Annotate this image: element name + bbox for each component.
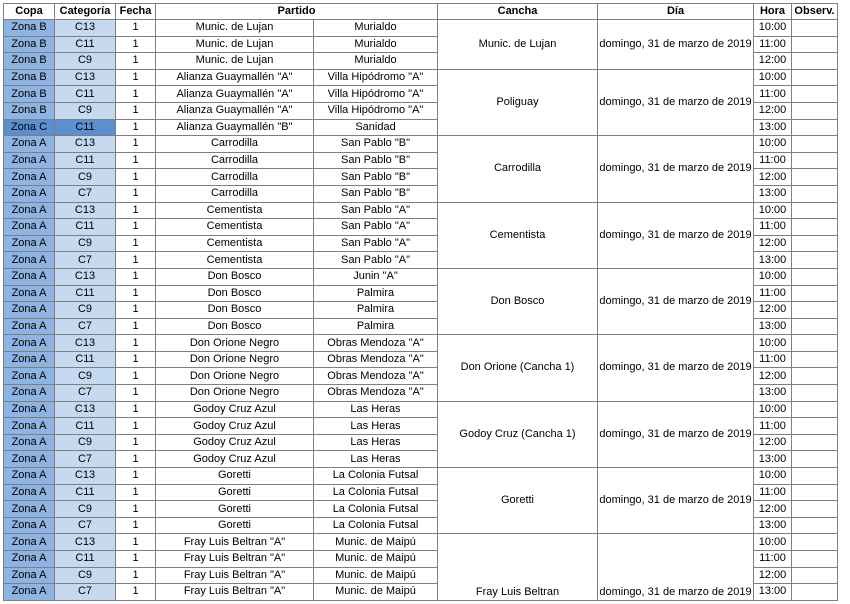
- observ-cell[interactable]: [792, 302, 838, 319]
- cancha-cell[interactable]: Carrodilla: [438, 136, 598, 202]
- categoria-cell[interactable]: C7: [55, 185, 116, 202]
- observ-cell[interactable]: [792, 385, 838, 402]
- fecha-cell[interactable]: 1: [116, 534, 156, 551]
- table-row: [4, 335, 838, 352]
- visitor-team-cell[interactable]: San Pablo "A": [314, 202, 438, 219]
- table-row: [4, 401, 838, 418]
- local-team-cell[interactable]: Cementista: [156, 202, 314, 219]
- categoria-cell[interactable]: C9: [55, 169, 116, 186]
- hora-cell[interactable]: 12:00: [754, 368, 792, 385]
- fecha-cell[interactable]: 1: [116, 351, 156, 368]
- visitor-team-cell[interactable]: Murialdo: [314, 20, 438, 37]
- categoria-cell[interactable]: C11: [55, 418, 116, 435]
- observ-cell[interactable]: [792, 351, 838, 368]
- copa-cell[interactable]: Zona B: [4, 36, 55, 53]
- observ-cell[interactable]: [792, 185, 838, 202]
- fecha-cell[interactable]: 1: [116, 418, 156, 435]
- hora-cell[interactable]: 13:00: [754, 584, 792, 601]
- visitor-team-cell[interactable]: Murialdo: [314, 36, 438, 53]
- header-categoria[interactable]: Categoría: [55, 4, 116, 20]
- observ-cell[interactable]: [792, 252, 838, 269]
- observ-cell[interactable]: [792, 401, 838, 418]
- copa-cell[interactable]: Zona B: [4, 53, 55, 70]
- fecha-cell[interactable]: 1: [116, 20, 156, 37]
- visitor-team-cell[interactable]: Las Heras: [314, 451, 438, 468]
- hora-cell[interactable]: 10:00: [754, 534, 792, 551]
- categoria-cell[interactable]: C9: [55, 53, 116, 70]
- copa-cell[interactable]: Zona A: [4, 268, 55, 285]
- fecha-cell[interactable]: 1: [116, 285, 156, 302]
- fecha-cell[interactable]: 1: [116, 152, 156, 169]
- copa-cell[interactable]: Zona A: [4, 335, 55, 352]
- fecha-cell[interactable]: 1: [116, 53, 156, 70]
- header-cancha[interactable]: Cancha: [438, 4, 598, 20]
- hora-cell[interactable]: 11:00: [754, 418, 792, 435]
- dia-cell[interactable]: domingo, 31 de marzo de 2019: [598, 335, 754, 401]
- categoria-cell[interactable]: C11: [55, 152, 116, 169]
- visitor-team-cell[interactable]: San Pablo "A": [314, 235, 438, 252]
- visitor-team-cell[interactable]: Las Heras: [314, 401, 438, 418]
- categoria-cell[interactable]: C11: [55, 36, 116, 53]
- copa-cell[interactable]: Zona A: [4, 235, 55, 252]
- categoria-cell[interactable]: C7: [55, 451, 116, 468]
- fecha-cell[interactable]: 1: [116, 517, 156, 534]
- dia-cell[interactable]: domingo, 31 de marzo de 2019: [598, 401, 754, 467]
- visitor-team-cell[interactable]: San Pablo "B": [314, 136, 438, 153]
- local-team-cell[interactable]: Cementista: [156, 235, 314, 252]
- hora-cell[interactable]: 12:00: [754, 302, 792, 319]
- fecha-cell[interactable]: 1: [116, 451, 156, 468]
- header-row: [4, 4, 838, 20]
- local-team-cell[interactable]: Godoy Cruz Azul: [156, 451, 314, 468]
- copa-cell[interactable]: Zona A: [4, 534, 55, 551]
- header-copa[interactable]: Copa: [4, 4, 55, 20]
- copa-cell[interactable]: Zona A: [4, 434, 55, 451]
- header-observ[interactable]: Observ.: [792, 4, 838, 20]
- local-team-cell[interactable]: Goretti: [156, 468, 314, 485]
- observ-cell[interactable]: [792, 551, 838, 568]
- visitor-team-cell[interactable]: Palmira: [314, 318, 438, 335]
- visitor-team-cell[interactable]: Obras Mendoza "A": [314, 351, 438, 368]
- table-row: [4, 136, 838, 153]
- copa-cell[interactable]: Zona A: [4, 567, 55, 584]
- observ-cell[interactable]: [792, 136, 838, 153]
- copa-cell[interactable]: Zona A: [4, 285, 55, 302]
- hora-cell[interactable]: 10:00: [754, 69, 792, 86]
- table-row: [4, 202, 838, 219]
- visitor-team-cell[interactable]: Villa Hipódromo "A": [314, 69, 438, 86]
- observ-cell[interactable]: [792, 584, 838, 601]
- observ-cell[interactable]: [792, 517, 838, 534]
- visitor-team-cell[interactable]: San Pablo "A": [314, 252, 438, 269]
- fecha-cell[interactable]: 1: [116, 551, 156, 568]
- fecha-cell[interactable]: 1: [116, 318, 156, 335]
- observ-cell[interactable]: [792, 152, 838, 169]
- copa-cell[interactable]: Zona A: [4, 401, 55, 418]
- local-team-cell[interactable]: Don Orione Negro: [156, 351, 314, 368]
- local-team-cell[interactable]: Don Orione Negro: [156, 335, 314, 352]
- categoria-cell[interactable]: C7: [55, 318, 116, 335]
- visitor-team-cell[interactable]: San Pablo "B": [314, 185, 438, 202]
- observ-cell[interactable]: [792, 335, 838, 352]
- local-team-cell[interactable]: Alianza Guaymallén "A": [156, 69, 314, 86]
- cancha-cell[interactable]: Munic. de Lujan: [438, 20, 598, 70]
- observ-cell[interactable]: [792, 534, 838, 551]
- observ-cell[interactable]: [792, 86, 838, 103]
- copa-cell[interactable]: Zona A: [4, 468, 55, 485]
- observ-cell[interactable]: [792, 119, 838, 136]
- categoria-cell[interactable]: C9: [55, 567, 116, 584]
- copa-cell[interactable]: Zona A: [4, 252, 55, 269]
- copa-cell[interactable]: Zona A: [4, 185, 55, 202]
- categoria-cell[interactable]: C11: [55, 351, 116, 368]
- copa-cell[interactable]: Zona A: [4, 202, 55, 219]
- dia-cell[interactable]: domingo, 31 de marzo de 2019: [598, 202, 754, 268]
- hora-cell[interactable]: 12:00: [754, 102, 792, 119]
- fecha-cell[interactable]: 1: [116, 169, 156, 186]
- visitor-team-cell[interactable]: Junin "A": [314, 268, 438, 285]
- header-partido[interactable]: Partido: [156, 4, 438, 20]
- local-team-cell[interactable]: Alianza Guaymallén "A": [156, 102, 314, 119]
- local-team-cell[interactable]: Godoy Cruz Azul: [156, 418, 314, 435]
- copa-cell[interactable]: Zona A: [4, 418, 55, 435]
- copa-cell[interactable]: Zona A: [4, 584, 55, 601]
- fecha-cell[interactable]: 1: [116, 36, 156, 53]
- copa-cell[interactable]: Zona A: [4, 484, 55, 501]
- table-row: [4, 468, 838, 485]
- visitor-team-cell[interactable]: Palmira: [314, 285, 438, 302]
- observ-cell[interactable]: [792, 501, 838, 518]
- visitor-team-cell[interactable]: La Colonia Futsal: [314, 517, 438, 534]
- hora-cell[interactable]: 10:00: [754, 468, 792, 485]
- observ-cell[interactable]: [792, 268, 838, 285]
- categoria-cell[interactable]: C9: [55, 302, 116, 319]
- local-team-cell[interactable]: Godoy Cruz Azul: [156, 434, 314, 451]
- hora-cell[interactable]: 12:00: [754, 235, 792, 252]
- local-team-cell[interactable]: Don Orione Negro: [156, 385, 314, 402]
- observ-cell[interactable]: [792, 318, 838, 335]
- local-team-cell[interactable]: Cementista: [156, 252, 314, 269]
- fixture-table: [3, 3, 838, 601]
- fecha-cell[interactable]: 1: [116, 202, 156, 219]
- hora-cell[interactable]: 13:00: [754, 252, 792, 269]
- local-team-cell[interactable]: Cementista: [156, 219, 314, 236]
- local-team-cell[interactable]: Carrodilla: [156, 169, 314, 186]
- dia-cell[interactable]: domingo, 31 de marzo de 2019: [598, 69, 754, 135]
- fecha-cell[interactable]: 1: [116, 252, 156, 269]
- fecha-cell[interactable]: 1: [116, 219, 156, 236]
- visitor-team-cell[interactable]: Munic. de Maipú: [314, 567, 438, 584]
- categoria-cell[interactable]: C13: [55, 268, 116, 285]
- header-fecha[interactable]: Fecha: [116, 4, 156, 20]
- observ-cell[interactable]: [792, 434, 838, 451]
- categoria-cell[interactable]: C9: [55, 434, 116, 451]
- hora-cell[interactable]: 11:00: [754, 152, 792, 169]
- copa-cell[interactable]: Zona A: [4, 385, 55, 402]
- cancha-cell[interactable]: Fray Luis Beltran: [438, 534, 598, 600]
- categoria-cell[interactable]: C13: [55, 20, 116, 37]
- categoria-cell[interactable]: C11: [55, 551, 116, 568]
- observ-cell[interactable]: [792, 567, 838, 584]
- visitor-team-cell[interactable]: Obras Mendoza "A": [314, 368, 438, 385]
- local-team-cell[interactable]: Munic. de Lujan: [156, 36, 314, 53]
- observ-cell[interactable]: [792, 36, 838, 53]
- cancha-cell[interactable]: Cementista: [438, 202, 598, 268]
- observ-cell[interactable]: [792, 368, 838, 385]
- cancha-cell[interactable]: Don Orione (Cancha 1): [438, 335, 598, 401]
- fecha-cell[interactable]: 1: [116, 368, 156, 385]
- categoria-cell[interactable]: C7: [55, 252, 116, 269]
- observ-cell[interactable]: [792, 484, 838, 501]
- fecha-cell[interactable]: 1: [116, 434, 156, 451]
- visitor-team-cell[interactable]: Munic. de Maipú: [314, 551, 438, 568]
- observ-cell[interactable]: [792, 102, 838, 119]
- copa-cell[interactable]: Zona A: [4, 501, 55, 518]
- categoria-cell[interactable]: C11: [55, 219, 116, 236]
- fecha-cell[interactable]: 1: [116, 501, 156, 518]
- hora-cell[interactable]: 12:00: [754, 434, 792, 451]
- hora-cell[interactable]: 11:00: [754, 551, 792, 568]
- local-team-cell[interactable]: Goretti: [156, 501, 314, 518]
- fecha-cell[interactable]: 1: [116, 86, 156, 103]
- fecha-cell[interactable]: 1: [116, 185, 156, 202]
- hora-cell[interactable]: 13:00: [754, 119, 792, 136]
- local-team-cell[interactable]: Fray Luis Beltran "A": [156, 534, 314, 551]
- observ-cell[interactable]: [792, 468, 838, 485]
- local-team-cell[interactable]: Fray Luis Beltran "A": [156, 551, 314, 568]
- copa-cell[interactable]: Zona A: [4, 451, 55, 468]
- hora-cell[interactable]: 11:00: [754, 285, 792, 302]
- hora-cell[interactable]: 13:00: [754, 318, 792, 335]
- hora-cell[interactable]: 11:00: [754, 484, 792, 501]
- local-team-cell[interactable]: Don Bosco: [156, 302, 314, 319]
- visitor-team-cell[interactable]: La Colonia Futsal: [314, 484, 438, 501]
- observ-cell[interactable]: [792, 169, 838, 186]
- fecha-cell[interactable]: 1: [116, 119, 156, 136]
- hora-cell[interactable]: 13:00: [754, 517, 792, 534]
- copa-cell[interactable]: Zona B: [4, 69, 55, 86]
- table-row: [4, 20, 838, 37]
- hora-cell[interactable]: 11:00: [754, 86, 792, 103]
- local-team-cell[interactable]: Alianza Guaymallén "B": [156, 119, 314, 136]
- categoria-cell[interactable]: C7: [55, 584, 116, 601]
- local-team-cell[interactable]: Don Orione Negro: [156, 368, 314, 385]
- visitor-team-cell[interactable]: Las Heras: [314, 418, 438, 435]
- table-row: [4, 534, 838, 551]
- local-team-cell[interactable]: Godoy Cruz Azul: [156, 401, 314, 418]
- visitor-team-cell[interactable]: Obras Mendoza "A": [314, 385, 438, 402]
- categoria-cell[interactable]: C9: [55, 235, 116, 252]
- local-team-cell[interactable]: Munic. de Lujan: [156, 53, 314, 70]
- cancha-cell[interactable]: Godoy Cruz (Cancha 1): [438, 401, 598, 467]
- header-dia[interactable]: Día: [598, 4, 754, 20]
- hora-cell[interactable]: 13:00: [754, 185, 792, 202]
- categoria-cell[interactable]: C13: [55, 401, 116, 418]
- copa-cell[interactable]: Zona A: [4, 351, 55, 368]
- categoria-cell[interactable]: C11: [55, 86, 116, 103]
- local-team-cell[interactable]: Carrodilla: [156, 152, 314, 169]
- visitor-team-cell[interactable]: Murialdo: [314, 53, 438, 70]
- observ-cell[interactable]: [792, 418, 838, 435]
- visitor-team-cell[interactable]: San Pablo "B": [314, 169, 438, 186]
- hora-cell[interactable]: 11:00: [754, 219, 792, 236]
- local-team-cell[interactable]: Fray Luis Beltran "A": [156, 584, 314, 601]
- local-team-cell[interactable]: Don Bosco: [156, 318, 314, 335]
- observ-cell[interactable]: [792, 69, 838, 86]
- copa-cell[interactable]: Zona C: [4, 119, 55, 136]
- hora-cell[interactable]: 12:00: [754, 501, 792, 518]
- fecha-cell[interactable]: 1: [116, 401, 156, 418]
- copa-cell[interactable]: Zona A: [4, 368, 55, 385]
- categoria-cell[interactable]: C9: [55, 501, 116, 518]
- hora-cell[interactable]: 10:00: [754, 401, 792, 418]
- copa-cell[interactable]: Zona A: [4, 318, 55, 335]
- hora-cell[interactable]: 11:00: [754, 351, 792, 368]
- visitor-team-cell[interactable]: Sanidad: [314, 119, 438, 136]
- fecha-cell[interactable]: 1: [116, 102, 156, 119]
- observ-cell[interactable]: [792, 235, 838, 252]
- dia-cell[interactable]: domingo, 31 de marzo de 2019: [598, 534, 754, 600]
- local-team-cell[interactable]: Carrodilla: [156, 136, 314, 153]
- hora-cell[interactable]: 10:00: [754, 335, 792, 352]
- fecha-cell[interactable]: 1: [116, 567, 156, 584]
- table-row: [4, 69, 838, 86]
- local-team-cell[interactable]: Don Bosco: [156, 268, 314, 285]
- fixture-body: [4, 20, 838, 601]
- visitor-team-cell[interactable]: Munic. de Maipú: [314, 584, 438, 601]
- categoria-cell[interactable]: C9: [55, 102, 116, 119]
- dia-cell[interactable]: domingo, 31 de marzo de 2019: [598, 268, 754, 334]
- categoria-cell[interactable]: C11: [55, 119, 116, 136]
- dia-cell[interactable]: domingo, 31 de marzo de 2019: [598, 20, 754, 70]
- observ-cell[interactable]: [792, 285, 838, 302]
- copa-cell[interactable]: Zona B: [4, 86, 55, 103]
- observ-cell[interactable]: [792, 219, 838, 236]
- header-hora[interactable]: Hora: [754, 4, 792, 20]
- visitor-team-cell[interactable]: La Colonia Futsal: [314, 468, 438, 485]
- visitor-team-cell[interactable]: Las Heras: [314, 434, 438, 451]
- fecha-cell[interactable]: 1: [116, 584, 156, 601]
- hora-cell[interactable]: 12:00: [754, 53, 792, 70]
- categoria-cell[interactable]: C7: [55, 385, 116, 402]
- categoria-cell[interactable]: C13: [55, 136, 116, 153]
- observ-cell[interactable]: [792, 202, 838, 219]
- table-row: [4, 268, 838, 285]
- copa-cell[interactable]: Zona A: [4, 302, 55, 319]
- cancha-cell[interactable]: Goretti: [438, 468, 598, 534]
- cancha-cell[interactable]: Poliguay: [438, 69, 598, 135]
- fecha-cell[interactable]: 1: [116, 302, 156, 319]
- hora-cell[interactable]: 11:00: [754, 36, 792, 53]
- copa-cell[interactable]: Zona A: [4, 152, 55, 169]
- fecha-cell[interactable]: 1: [116, 335, 156, 352]
- fecha-cell[interactable]: 1: [116, 268, 156, 285]
- copa-cell[interactable]: Zona A: [4, 551, 55, 568]
- visitor-team-cell[interactable]: La Colonia Futsal: [314, 501, 438, 518]
- hora-cell[interactable]: 12:00: [754, 567, 792, 584]
- local-team-cell[interactable]: Fray Luis Beltran "A": [156, 567, 314, 584]
- fecha-cell[interactable]: 1: [116, 484, 156, 501]
- observ-cell[interactable]: [792, 20, 838, 37]
- local-team-cell[interactable]: Carrodilla: [156, 185, 314, 202]
- categoria-cell[interactable]: C13: [55, 69, 116, 86]
- hora-cell[interactable]: 10:00: [754, 268, 792, 285]
- fecha-cell[interactable]: 1: [116, 385, 156, 402]
- dia-cell[interactable]: domingo, 31 de marzo de 2019: [598, 136, 754, 202]
- categoria-cell[interactable]: C9: [55, 368, 116, 385]
- fecha-cell[interactable]: 1: [116, 468, 156, 485]
- copa-cell[interactable]: Zona A: [4, 136, 55, 153]
- hora-cell[interactable]: 10:00: [754, 20, 792, 37]
- visitor-team-cell[interactable]: Villa Hipódromo "A": [314, 102, 438, 119]
- local-team-cell[interactable]: Don Bosco: [156, 285, 314, 302]
- copa-cell[interactable]: Zona B: [4, 20, 55, 37]
- dia-cell[interactable]: domingo, 31 de marzo de 2019: [598, 468, 754, 534]
- visitor-team-cell[interactable]: Obras Mendoza "A": [314, 335, 438, 352]
- visitor-team-cell[interactable]: Munic. de Maipú: [314, 534, 438, 551]
- categoria-cell[interactable]: C11: [55, 484, 116, 501]
- copa-cell[interactable]: Zona A: [4, 219, 55, 236]
- fecha-cell[interactable]: 1: [116, 136, 156, 153]
- hora-cell[interactable]: 13:00: [754, 451, 792, 468]
- hora-cell[interactable]: 12:00: [754, 169, 792, 186]
- categoria-cell[interactable]: C7: [55, 517, 116, 534]
- categoria-cell[interactable]: C13: [55, 534, 116, 551]
- categoria-cell[interactable]: C11: [55, 285, 116, 302]
- visitor-team-cell[interactable]: Palmira: [314, 302, 438, 319]
- local-team-cell[interactable]: Alianza Guaymallén "A": [156, 86, 314, 103]
- fecha-cell[interactable]: 1: [116, 235, 156, 252]
- cancha-cell[interactable]: Don Bosco: [438, 268, 598, 334]
- copa-cell[interactable]: Zona B: [4, 102, 55, 119]
- copa-cell[interactable]: Zona A: [4, 169, 55, 186]
- local-team-cell[interactable]: Goretti: [156, 517, 314, 534]
- categoria-cell[interactable]: C13: [55, 202, 116, 219]
- categoria-cell[interactable]: C13: [55, 468, 116, 485]
- local-team-cell[interactable]: Munic. de Lujan: [156, 20, 314, 37]
- visitor-team-cell[interactable]: San Pablo "B": [314, 152, 438, 169]
- local-team-cell[interactable]: Goretti: [156, 484, 314, 501]
- hora-cell[interactable]: 10:00: [754, 202, 792, 219]
- fecha-cell[interactable]: 1: [116, 69, 156, 86]
- observ-cell[interactable]: [792, 53, 838, 70]
- categoria-cell[interactable]: C13: [55, 335, 116, 352]
- observ-cell[interactable]: [792, 451, 838, 468]
- copa-cell[interactable]: Zona A: [4, 517, 55, 534]
- visitor-team-cell[interactable]: San Pablo "A": [314, 219, 438, 236]
- hora-cell[interactable]: 10:00: [754, 136, 792, 153]
- visitor-team-cell[interactable]: Villa Hipódromo "A": [314, 86, 438, 103]
- hora-cell[interactable]: 13:00: [754, 385, 792, 402]
